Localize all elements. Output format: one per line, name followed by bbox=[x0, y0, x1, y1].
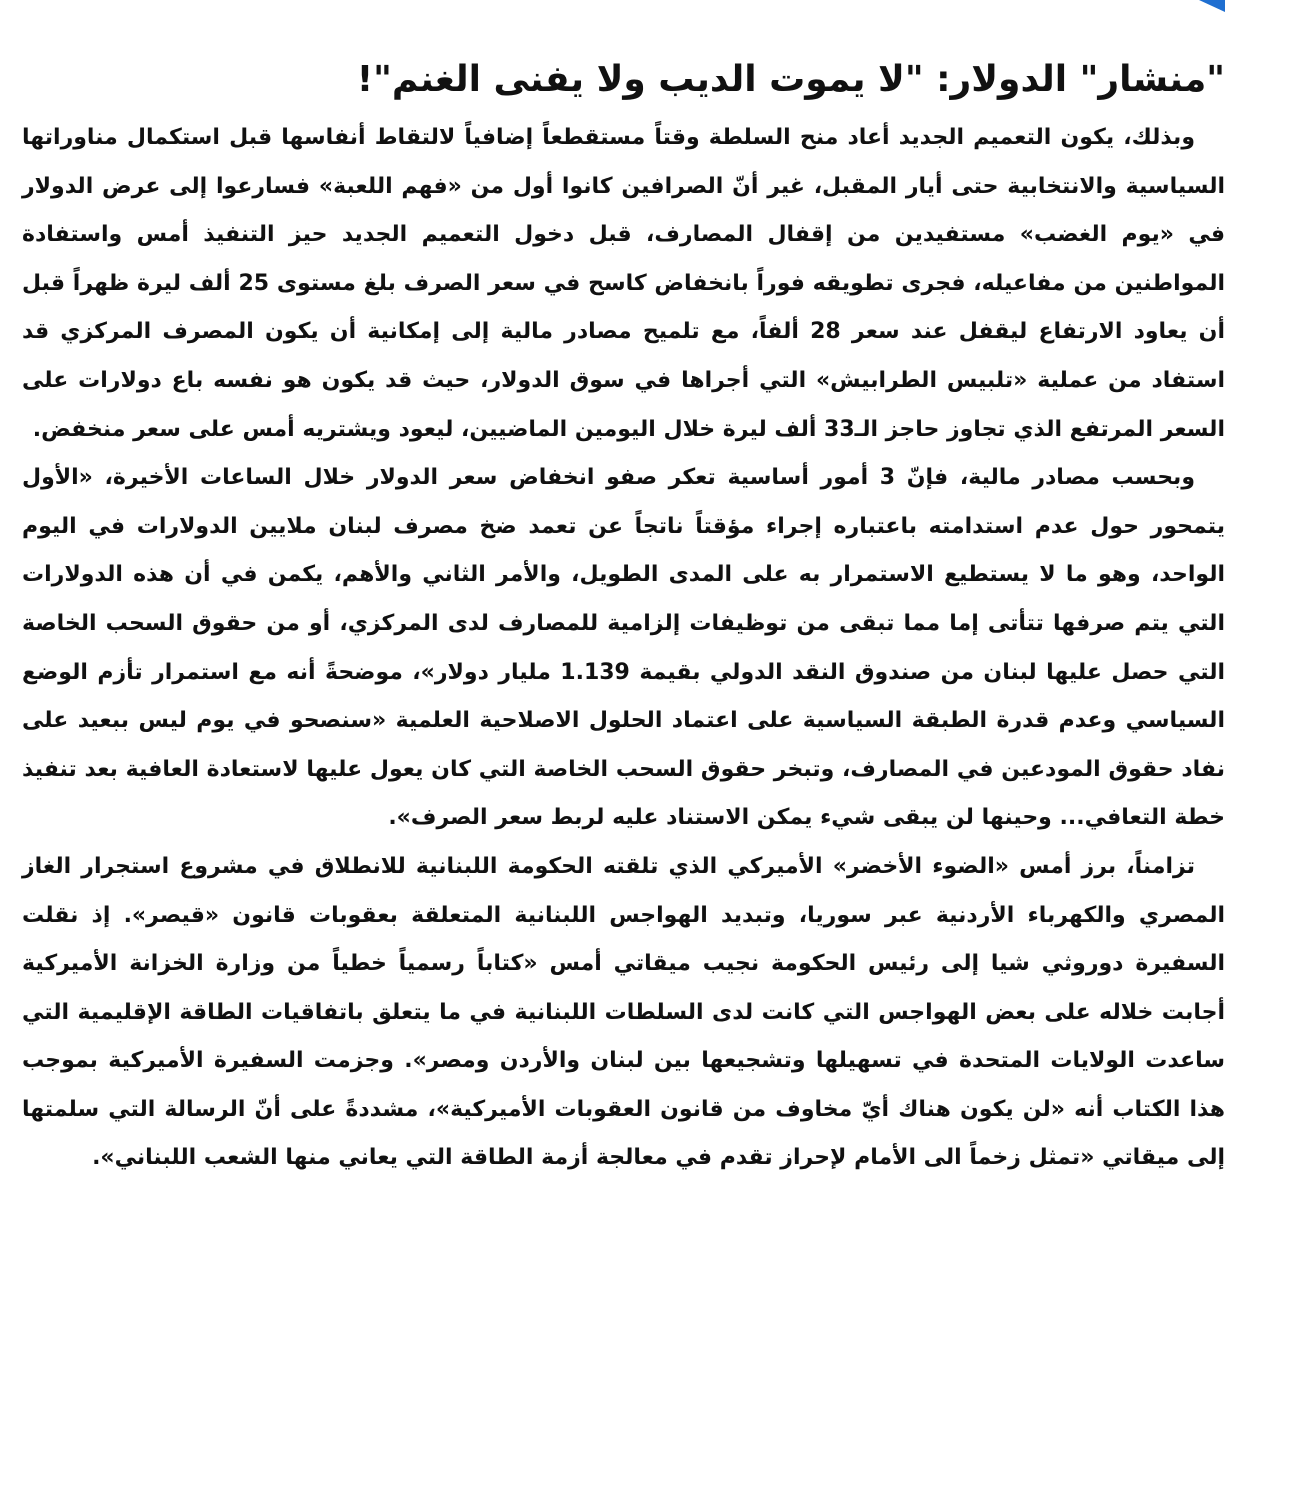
article-headline: "منشار" الدولار: "لا يموت الديب ولا يفنى الغنم"! bbox=[356, 59, 1225, 100]
corner-accent-mark bbox=[1199, 0, 1225, 12]
article-paragraph-3: تزامناً، برز أمس «الضوء الأخضر» الأميركي الذي تلقته الحكومة اللبنانية للانطلاق في مشروع استجرار الغاز المصري والكهرباء الأردنية عبر سوريا، وتبديد الهواجس اللبنانية المتعلقة بعقوبات قانون «قيصر». إذ نقلت السفيرة دوروثي شيا إلى رئيس الحكومة نجيب ميقاتي أمس «كتاباً رسمياً خطياً من وزارة الخزانة الأميركية أجابت خلاله على بعض الهواجس التي كانت لدى السلطات اللبنانية في ما يتعلق باتفاقيات الطاقة الإقليمية التي ساعدت الولايات المتحدة في تسهيلها وتشجيعها بين لبنان والأردن ومصر». وجزمت السفيرة الأميركية بموجب هذا الكتاب أنه «لن يكون هناك أيّ مخاوف من قانون العقوبات الأميركية»، مشددةً على أنّ الرسالة التي سلمتها إلى ميقاتي «تمثل زخماً الى الأمام لإحراز تقدم في معالجة أزمة الطاقة التي يعاني منها الشعب اللبناني». bbox=[22, 853, 1225, 1171]
article-paragraph-2: وبحسب مصادر مالية، فإنّ 3 أمور أساسية تعكر صفو انخفاض سعر الدولار خلال الساعات الأخيرة، «الأول يتمحور حول عدم استدامته باعتباره إجراء مؤقتاً ناتجاً عن تعمد ضخ مصرف لبنان ملايين الدولارات في اليوم الواحد، وهو ما لا يستطيع الاستمرار به على المدى الطويل، والأمر الثاني والأهم، يكمن في أن هذه الدولارات التي يتم صرفها تتأتى إما مما تبقى من توظيفات إلزامية للمصارف لدى المركزي، أو من حقوق السحب الخاصة التي حصل عليها لبنان من صندوق النقد الدولي بقيمة 1.139 مليار دولار»، موضحةً أنه مع استمرار تأزم الوضع السياسي وعدم قدرة الطبقة السياسية على اعتماد الحلول الاصلاحية العلمية «سنصحو في يوم ليس ببعيد على نفاد حقوق المودعين في المصارف، وتبخر حقوق السحب الخاصة التي كان يعول عليها لاستعادة العافية بعد تنفيذ خطة التعافي... وحينها لن يبقى شيء يمكن الاستناد عليه لربط سعر الصرف». bbox=[22, 465, 1225, 831]
article-paragraph-1: وبذلك، يكون التعميم الجديد أعاد منح السلطة وقتاً مستقطعاً إضافياً لالتقاط أنفاسها قبل استكمال مناوراتها السياسية والانتخابية حتى أيار المقبل، غير أنّ الصرافين كانوا أول من «فهم اللعبة» فسارعوا إلى عرض الدولار في «يوم الغضب» مستفيدين من إقفال المصارف، قبل دخول التعميم الجديد حيز التنفيذ أمس واستفادة المواطنين من مفاعيله، فجرى تطويقه فوراً بانخفاض كاسح في سعر الصرف بلغ مستوى 25 ألف ليرة ظهراً قبل أن يعاود الارتفاع ليقفل عند سعر 28 ألفاً، مع تلميح مصادر مالية إلى إمكانية أن يكون المصرف المركزي قد استفاد من عملية «تلبيس الطرابيش» التي أجراها في سوق الدولار، حيث قد يكون هو نفسه باع دولارات على السعر المرتفع الذي تجاوز حاجز الـ33 ألف ليرة خلال اليومين الماضيين، ليعود ويشتريه أمس على سعر منخفض. bbox=[22, 125, 1225, 442]
news-article bbox=[22, 52, 1225, 1183]
